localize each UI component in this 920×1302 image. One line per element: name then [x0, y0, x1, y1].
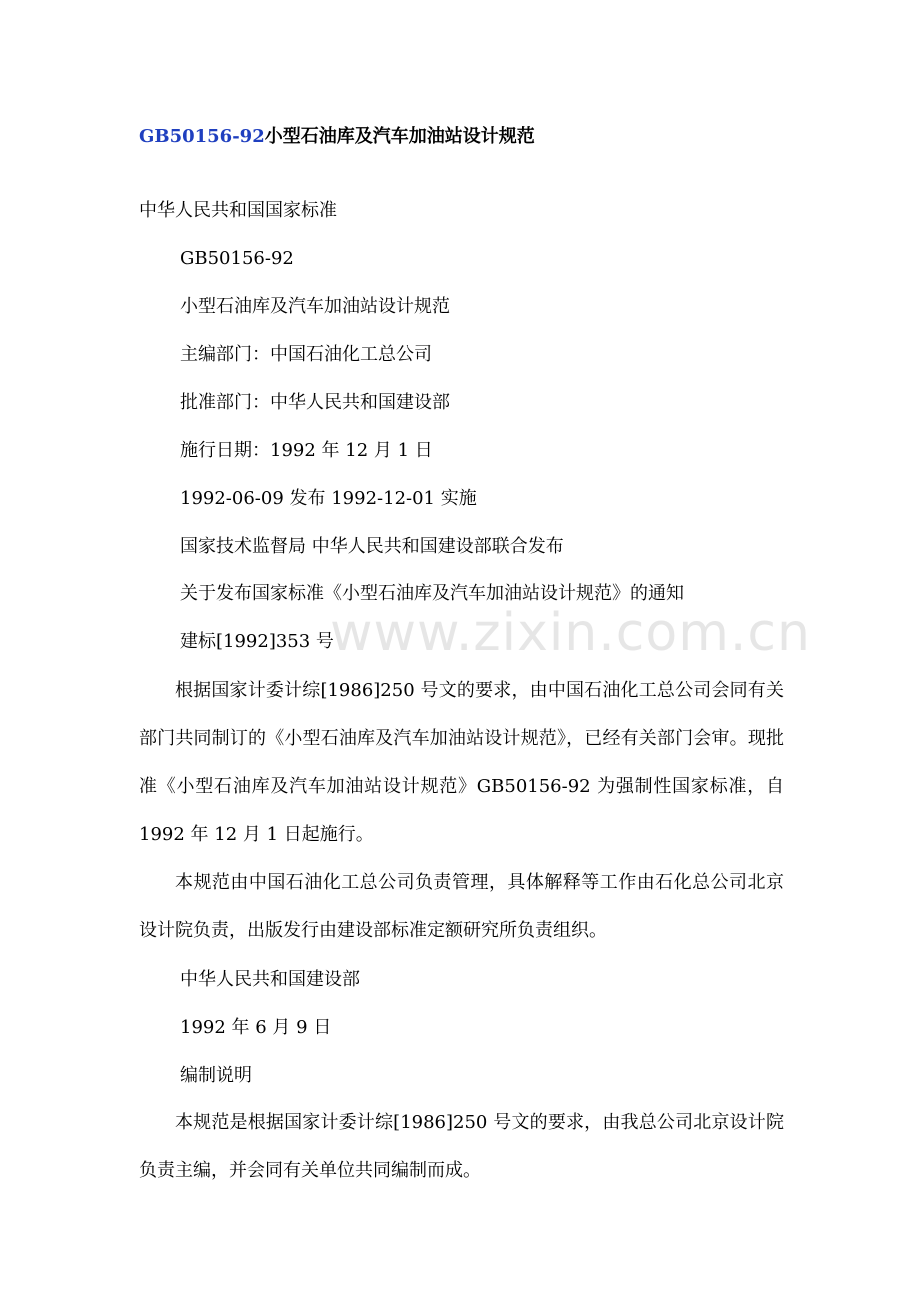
effective-date: 施行日期：1992 年 12 月 1 日 — [180, 440, 433, 461]
title-text: 小型石油库及汽车加油站设计规范 — [264, 126, 535, 147]
title-standard-code[interactable]: GB50156-92 — [139, 126, 265, 147]
issuing-ministry: 中华人民共和国建设部 — [180, 969, 360, 990]
notice-paragraph-1: 根据国家计委计综[1986]250 号文的要求，由中国石油化工总公司会同有关部门共同制订的《小型石油库及汽车加油站设计规范》，已经有关部门会审。现批准《小型石油库及汽车加油站设计规范》GB50156-92 为强制性国家标准，自 1992 年 12 月 1 日起施行。 — [139, 680, 784, 845]
notice-number: 建标[1992]353 号 — [180, 631, 334, 652]
standard-name: 小型石油库及汽车加油站设计规范 — [180, 296, 450, 317]
compilation-notes-heading: 编制说明 — [180, 1065, 252, 1086]
issue-date: 1992 年 6 月 9 日 — [180, 1017, 332, 1038]
approving-department: 批准部门：中华人民共和国建设部 — [180, 392, 450, 413]
publish-implement-dates: 1992-06-09 发布 1992-12-01 实施 — [180, 488, 477, 509]
national-standard-label: 中华人民共和国国家标准 — [139, 200, 337, 221]
editing-department: 主编部门：中国石油化工总公司 — [180, 344, 432, 365]
watermark: www.zixin.com.cn — [330, 603, 811, 663]
standard-code: GB50156-92 — [180, 248, 294, 269]
document-title — [139, 124, 535, 150]
joint-publishers: 国家技术监督局 中华人民共和国建设部联合发布 — [180, 536, 564, 557]
notice-paragraph-2: 本规范由中国石油化工总公司负责管理，具体解释等工作由石化总公司北京设计院负责，出版发行由建设部标准定额研究所负责组织。 — [139, 872, 784, 941]
notice-heading: 关于发布国家标准《小型石油库及汽车加油站设计规范》的通知 — [180, 583, 684, 604]
compilation-paragraph: 本规范是根据国家计委计综[1986]250 号文的要求，由我总公司北京设计院负责主编，并会同有关单位共同编制而成。 — [139, 1112, 784, 1181]
